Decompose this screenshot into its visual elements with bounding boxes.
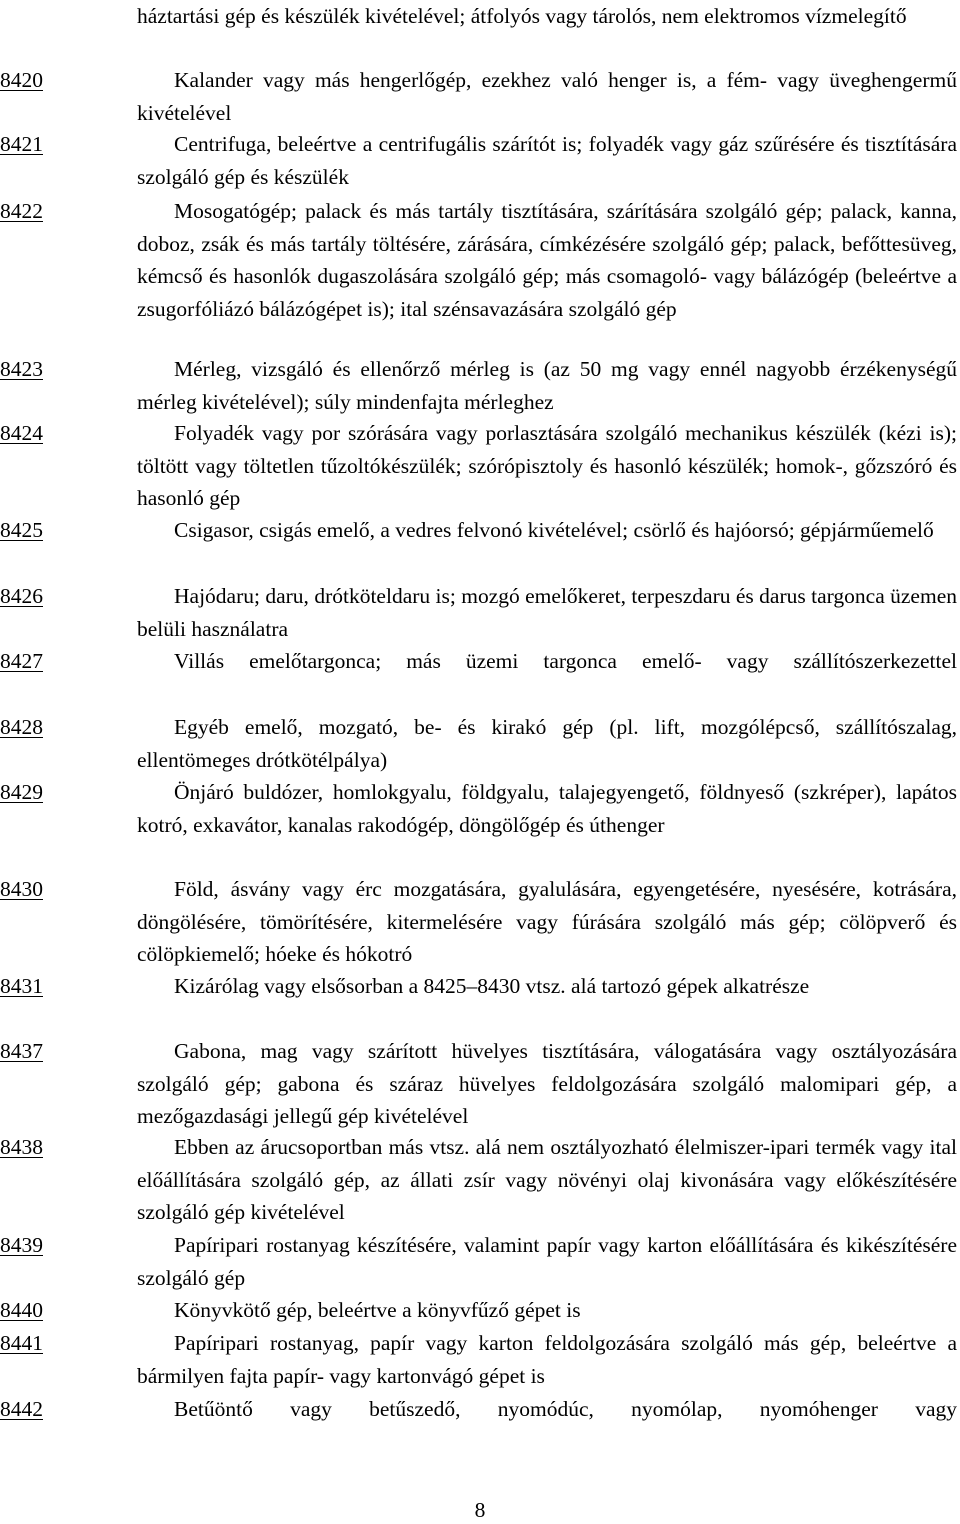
entry-description: Ebben az árucsoportban más vtsz. alá nem osztályozható élelmiszer-ipari termék vagy ital előállítására szolgáló gép, az állati zsír vagy növényi olaj kivonására vagy előkészítésére szolgáló gép kivételével — [137, 1135, 957, 1224]
entry-code: 8439 — [0, 1233, 43, 1257]
entry-description: Betűöntő vagy betűszedő, nyomódúc, nyomólap, nyomóhenger vagy — [174, 1397, 957, 1421]
entry-description: Papíripari rostanyag, papír vagy karton feldolgozására szolgáló más gép, beleértve a bármilyen fajta papír- vagy kartonvágó gépet is — [137, 1331, 957, 1388]
entry-code: 8441 — [0, 1331, 43, 1355]
entry-code: 8437 — [0, 1039, 43, 1063]
page-number: 8 — [474, 1498, 486, 1522]
entry-code: 8424 — [0, 421, 43, 445]
entry-code: 8428 — [0, 715, 43, 739]
entry-code: 8440 — [0, 1298, 43, 1322]
entry-description: Kizárólag vagy elsősorban a 8425–8430 vtsz. alá tartozó gépek alkatrésze — [174, 974, 810, 998]
entry-description: Önjáró buldózer, homlokgyalu, földgyalu, talajegyengető, földnyeső (szkréper), lapátos kotró, exkavátor, kanalas rakodógép, döngölőgép és úthenger — [137, 780, 957, 837]
entry-description: Villás emelőtargonca; más üzemi targonca emelő- vagy szállítószerkezettel — [174, 649, 957, 673]
entry-code: 8442 — [0, 1397, 43, 1421]
entry-description: Papíripari rostanyag készítésére, valamint papír vagy karton előállítására és kikészítésére szolgáló gép — [137, 1233, 957, 1290]
continuation-text: háztartási gép és készülék kivételével; átfolyós vagy tárolós, nem elektromos vízmelegítő — [137, 4, 907, 28]
entry-code: 8438 — [0, 1135, 43, 1159]
entry-description: Folyadék vagy por szórására vagy porlasztására szolgáló mechanikus készülék (kézi is); töltött vagy töltetlen tűzoltókészülék; szórópisztoly és hasonló készülék; homok-, gőzszóró és hasonló gép — [137, 421, 957, 510]
entry-code: 8430 — [0, 877, 43, 901]
entry-description: Gabona, mag vagy szárított hüvelyes tisztítására, válogatására vagy osztályozására szolgáló gép; gabona és száraz hüvelyes feldolgozására szolgáló malomipari gép, a mezőgazdasági jellegű gép kivételével — [137, 1039, 957, 1128]
entry-code: 8423 — [0, 357, 43, 381]
entry-description: Mérleg, vizsgáló és ellenőrző mérleg is (az 50 mg vagy ennél nagyobb érzékenységű mérleg kivételével); súly mindenfajta mérleghez — [137, 357, 957, 414]
entry-code: 8426 — [0, 584, 43, 608]
entry-code: 8422 — [0, 199, 43, 223]
entry-code: 8429 — [0, 780, 43, 804]
entry-code: 8427 — [0, 649, 43, 673]
entry-description: Egyéb emelő, mozgató, be- és kirakó gép (pl. lift, mozgólépcső, szállítószalag, ellentömeges drótkötélpálya) — [137, 715, 957, 772]
entry-description: Csigasor, csigás emelő, a vedres felvonó kivételével; csörlő és hajóorsó; gépjárműemelő — [174, 518, 934, 542]
entry-description: Kalander vagy más hengerlőgép, ezekhez való henger is, a fém- vagy üveghengermű kivételével — [137, 68, 957, 125]
entry-description: Föld, ásvány vagy érc mozgatására, gyalulására, egyengetésére, nyesésére, kotrására, döngölésére, tömörítésére, kitermelésére vagy fúrására szolgáló más gép; cölöpverő és cölöpkiemelő; hóeke és hókotró — [137, 877, 957, 966]
entry-description: Mosogatógép; palack és más tartály tisztítására, szárítására szolgáló gép; palack, kanna, doboz, zsák és más tartály töltésére, zárására, címkézésére szolgáló gép; palack, befőttesüveg, kémcső és hasonlók dugaszolására szolgáló gép; más csomagoló- vagy bálázógép (beleértve a zsugorfóliázó bálázógépet is); ital szénsavazására szolgáló gép — [137, 199, 957, 321]
entry-code: 8421 — [0, 132, 43, 156]
entry-description: Hajódaru; daru, drótköteldaru is; mozgó emelőkeret, terpeszdaru és darus targonca üzemen belüli használatra — [137, 584, 957, 641]
entry-code: 8420 — [0, 68, 43, 92]
entry-description: Könyvkötő gép, beleértve a könyvfűző gépet is — [174, 1298, 581, 1322]
entry-code: 8425 — [0, 518, 43, 542]
entry-description: Centrifuga, beleértve a centrifugális szárítót is; folyadék vagy gáz szűrésére és tisztítására szolgáló gép és készülék — [137, 132, 957, 189]
entry-code: 8431 — [0, 974, 43, 998]
